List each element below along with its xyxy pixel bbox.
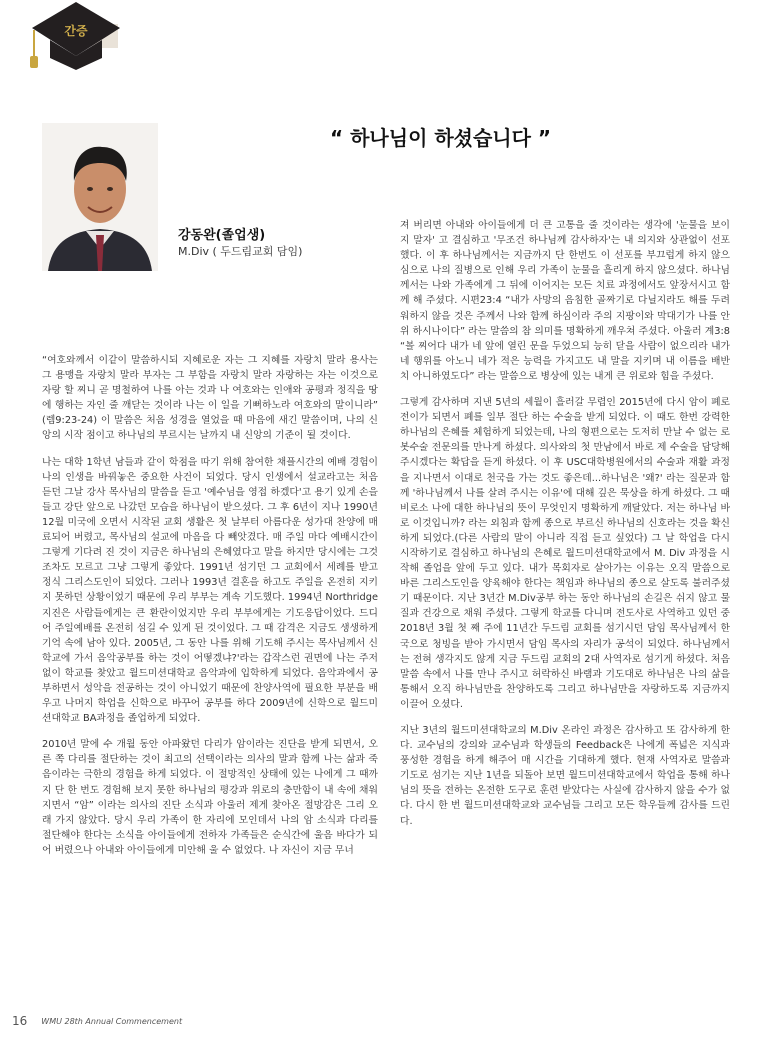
paragraph: 져 버리면 아내와 아이들에게 더 큰 고통을 줄 것이라는 생각에 '눈물을 보이지 말자' 고 결심하고 '무조건 하나님께 감사하자'는 내 의지와 상관없이 선포했다. 이 후 하나님께서는 지금까지 단 한번도 이 선포를 부끄럽게 하지 않으심으로 나의 질병으로 인해 우리 가족이 눈물을 흘리게 하지 않으셨다. 하나님께서는 나와 가족에게 그 뒤에 이어지는 모든 치료 과정에서도 앞장서시고 함께 해 주셨다. 시편23:4 “내가 사망의 음침한 골짜기로 다닐지라도 해를 두려워하지 않을 것은 주께서 나와 함께 하심이라 주의 지팡이와 막대기가 나를 안위 하시나이다” 라는 말씀의 참 의미를 명확하게 깨우쳐 주셨다. 아울러 계3:8 “볼 찌어다 내가 네 앞에 열린 문을 두었으되 능히 닫을 사람이 없으리라 내가 네 행위를 아노니 네가 적은 능력을 가지고도 내 말을 지키며 내 이름을 배반치 아니하였도다” 라는 말씀으로 병상에 있는 내게 큰 위로와 힘을 주셨다. xyxy=(400,220,730,382)
author-name: 강동완(졸업생) xyxy=(178,228,266,243)
paragraph: 2010년 말에 수 개월 동안 아파왔던 다리가 암이라는 진단을 받게 되면서, 오른 쪽 다리를 절단하는 것이 최고의 선택이라는 의사의 말과 함께 나는 삶과 죽음이라는 극한의 경험을 하게 되었다. 이 절망적인 상태에 있는 나에게 그 때까지 단 한 번도 경험해 보지 못한 하나님의 평강과 위로의 충만함이 내 속에 채워지면서 “암” 이라는 의사의 진단 소식과 아울러 제게 찾아온 절망감은 그리 오래 가지 않았다. 당시 우리 가족이 한 자리에 모인데서 나의 암 소식과 다리를 절단해야 한다는 소식을 아이들에게 전하자 가족들은 순식간에 울음 바다가 되어 버렸으나 아내와 아이들에게 미안해 울 수 없었다. 나 자신이 지금 무너 xyxy=(42,739,378,856)
page-footer xyxy=(12,1014,182,1028)
graduation-cap-badge xyxy=(20,0,132,72)
footer-text: WMU 28th Annual Commencement xyxy=(41,1016,183,1026)
right-column xyxy=(400,218,730,840)
paragraph: 나는 대학 1학년 남들과 같이 학점을 따기 위해 참여한 채플시간의 예배 경험이 나의 인생을 바꿔놓은 중요한 사건이 되었다. 당시 인생에서 설교라고는 처음 듣던 그날 강사 목사님의 말씀을 듣고 '예수님을 영접 하겠다'고 용기 있게 손을 들고 강단 앞으로 나갔던 모습을 하나님이 받으셨다. 그 후 6년이 지나 1990년 12월 미국에 오면서 시작된 교회 생활은 첫 날부터 아름다운 성가대 찬양에 매료되어 버렸고, 목사님의 설교에 마음을 다 빼앗겼다. 매 주일 마다 예배시간이 그렇게 기다려 진 것이 지금은 하나님의 은혜였다고 말을 하지만 당시에는 그것조차도 모르고 그냥 그렇게 좋았다. 1991년 섬기던 그 교회에서 세례를 받고 정식 그리스도인이 되었다. 그러나 1993년 결혼을 하고도 주일을 온전히 지키지 못하던 상황이었기 때문에 우리 부부는 계속 기도했다. 1994년 Northridge 지진은 사람들에게는 큰 환란이었지만 우리 부부에게는 기도응답이었다. 드디어 주일예배를 온전히 섬길 수 있게 된 것이었다. 그 때 감격은 지금도 생생하게 기억 속에 남아 있다. 2005년, 그 동안 나를 위해 기도해 주시는 목사님께서 신학교에 가서 음악공부를 하는 것이 어떻겠냐?'라는 갑작스런 권면에 나는 주저 없이 학교를 찾았고 월드미션대학교 음악과에 입학하게 되었다. 음악과에서 공부하면서 성악을 전공하는 것이 아니었기 때문에 찬양사역에 필요한 부분을 배우고 나머지 학업을 신학으로 바꾸어 공부를 하다 2009년에 신학으로 월드미션대학교 BA과정을 졸업하게 되었다. xyxy=(42,456,378,725)
left-column xyxy=(42,353,378,869)
page-number: 16 xyxy=(12,1014,28,1028)
article-title: “ 하나님이 하셨습니다 ” xyxy=(330,126,552,150)
paragraph: 그렇게 감사하며 지낸 5년의 세월이 흘러갈 무렵인 2015년에 다시 암이 폐로 전이가 되면서 폐를 일부 절단 하는 수술을 받게 되었다. 이 때도 한번 강력한 하나님의 은혜를 체험하게 되었는데, 나의 형편으로는 도저히 만날 수 없는 로봇수술 전문의를 만나게 하셨다. 의사와의 첫 만남에서 바로 제 수술을 담당해 주시겠다는 확답을 듣게 하셨다. 이 후 USC대학병원에서의 수술과 재활 과정을 지나면서 이대로 천국을 가는 것도 좋은데...하나님은 '왜?' 라는 질문과 함께 '하나님께서 나를 살려 주시는 이유'에 대해 깊은 묵상을 하게 하셨다. 그 때 비로소 나에 대한 하나님의 뜻이 무엇인지 명확하게 깨달았다. 저는 하나님 바로 이것입니까? 라는 외침과 함께 종으로 부르신 하나님의 신호라는 것을 확신하게 되었다.(다른 사람의 말이 아니라 직접 듣고 싶었다) 그 날 학업을 다시 시작하기로 결심하고 하나님의 은혜로 월드미션대학교에서 M. Div 과정을 시작해 졸업을 앞에 두고 있다. 내가 목회자로 살아가는 이유는 오직 말씀으로 바른 그리스도인을 양육해야 한다는 책임과 하나님의 종으로 살도록 불러주셨기 때문이다. 지난 3년간 M.Div공부 하는 동안 하나님의 손길은 쉬지 않고 물질과 건강으로 채워 주셨다. 그렇게 학교를 다니며 전도사로 사역하고 있던 중 2018년 3월 첫 째 주에 11년간 두드림 교회를 섬기시던 담임 목사님께서 한국으로 청빙을 받아 가시면서 담임 목사의 자리가 공석이 되었다. 하나님께서는 전혀 생각지도 않게 지금 두드림 교회의 2대 사역자로 섬기게 하셨다. 처음 말씀 속에서 나를 만나 주시고 허락하신 바램과 기도대로 하나님은 나의 삶을 통해서 오직 하나님만을 찬양하도록 그리고 하나님만을 자랑하도록 지금까지 이끌어 오셨다. xyxy=(400,397,730,710)
paragraph: 지난 3년의 월드미션대학교의 M.Div 온라인 과정은 감사하고 또 감사하게 한다. 교수님의 강의와 교수님과 학생들의 Feedback은 나에게 폭넓은 지식과 풍성한 경험을 하게 해주어 매 시간을 기대하게 했다. 현재 사역자로 말씀과 기도로 섬기는 지난 1년을 되돌아 보면 월드미션대학교에서 학업을 통해 하나님의 뜻을 전하는 온전한 도구로 훈련 받았다는 사실에 감사하지 않을 수가 없다. 다시 한 번 월드미션대학교와 교수님들 그리고 모든 학우들께 감사를 드린다. xyxy=(400,725,730,827)
paragraph: “여호와께서 이같이 말씀하시되 지혜로운 자는 그 지혜를 자랑치 말라 용사는 그 용맹을 자랑치 말라 부자는 그 부함을 자랑치 말라 자랑하는 자는 이것으로 자랑 할 찌니 곧 명철하여 나를 아는 것과 나 여호와는 인애와 공평과 정직을 땅에 행하는 자인 줄 깨닫는 것이라 나는 이 일을 기뻐하노라 여호와의 말이니라” (렘9:23-24) 이 말씀은 처음 성경을 열었을 때 마음에 새긴 말씀이며, 나의 신앙의 시작 점이고 하나님의 부르시는 날까지 내 신앙의 기준이 될 것이다. xyxy=(42,355,378,442)
author-role: M.Div ( 두드림교회 담임) xyxy=(178,245,303,258)
section-badge-label: 간증 xyxy=(64,24,88,38)
author-photo xyxy=(42,123,158,271)
